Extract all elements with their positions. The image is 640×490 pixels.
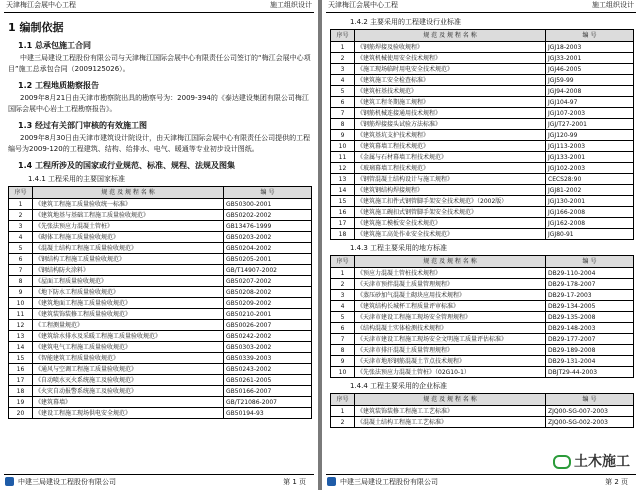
standard-code: DB29-178-2007: [546, 279, 634, 290]
industry-standards-table: [330, 29, 634, 240]
page-header: [4, 0, 314, 13]
standard-name: 《建筑电气工程施工质量验收规范》: [33, 342, 224, 353]
standard-name: 《建筑基坑支护技术规程》: [355, 130, 546, 141]
standard-code: GB50261-2005: [224, 375, 312, 386]
standard-name: 《钢筋焊接接头试验方法标准》: [355, 119, 546, 130]
table-row: [9, 298, 312, 309]
standard-name: 《建筑施工高处作业安全技术规范》: [355, 229, 546, 240]
table-row: [9, 243, 312, 254]
row-number: 3: [9, 221, 33, 232]
table-row: [9, 353, 312, 364]
standard-code: GB13476-1999: [224, 221, 312, 232]
company-logo-icon: [5, 477, 14, 486]
standard-name: 《火灾自动报警系统施工及验收规范》: [33, 386, 224, 397]
row-number: 8: [331, 345, 355, 356]
col-header-name: 规 范 及 规 程 名 称: [355, 394, 546, 406]
standard-code: GB50243-2002: [224, 364, 312, 375]
standard-name: 《建筑结构长城杯工程质量评审标准》: [355, 301, 546, 312]
table-row: [331, 229, 634, 240]
standard-name: 《天津市地形钢筋混凝土节点技术规程》: [355, 356, 546, 367]
table-row: [9, 287, 312, 298]
col-header-name: 规 范 及 规 程 名 称: [355, 30, 546, 42]
row-number: 10: [9, 298, 33, 309]
standard-name: 《建筑地面工程施工质量验收规范》: [33, 298, 224, 309]
standard-name: 《建设工程施工现场供电安全规范》: [33, 408, 224, 419]
standard-name: 《建筑工程冬期施工规程》: [355, 97, 546, 108]
section-drawings-title: 1.3 经过有关部门审核的有效施工图: [18, 121, 147, 130]
table-row: [9, 254, 312, 265]
col-header-code: 编 号: [224, 187, 312, 199]
standard-code: GB50210-2001: [224, 309, 312, 320]
standard-code: ZJQ00-SG-002-2003: [546, 417, 634, 428]
standard-name: 《天津市建设工程施工现场安全文明施工质量评估标准》: [355, 334, 546, 345]
table-row: [331, 312, 634, 323]
table-caption: 1.4.3 工程主要采用的地方标准: [350, 244, 448, 252]
row-number: 14: [9, 342, 33, 353]
standard-code: GB50026-2007: [224, 320, 312, 331]
row-number: 1: [9, 199, 33, 210]
section-survey-text: 2009年8月21日由天津市勘察院出具的勘察号为：2009-394的《泰达建设集团有限公司梅江国际会展中心岩土工程勘察报告》。: [8, 94, 309, 113]
col-header-no: 序号: [331, 256, 355, 268]
standard-code: JGJ46-2005: [546, 64, 634, 75]
table-row: [9, 309, 312, 320]
standard-code: DB29-110-2004: [546, 268, 634, 279]
section-contract-title: 1.1 总承包施工合同: [18, 41, 91, 50]
table-row: [9, 331, 312, 342]
company-logo-icon: [327, 477, 336, 486]
standard-name: 《砌体工程施工质量验收规范》: [33, 232, 224, 243]
row-number: 4: [9, 232, 33, 243]
row-number: 2: [331, 53, 355, 64]
row-number: 12: [331, 163, 355, 174]
standard-code: GB50208-2002: [224, 287, 312, 298]
standard-code: JGJ94-2008: [546, 86, 634, 97]
section-survey-title: 1.2 工程地质勘察报告: [18, 81, 99, 90]
table-row: [331, 279, 634, 290]
watermark: [549, 450, 634, 472]
row-number: 11: [331, 152, 355, 163]
row-number: 6: [9, 254, 33, 265]
table-row: [9, 276, 312, 287]
standard-code: JGJ81-2002: [546, 185, 634, 196]
table-row: [331, 345, 634, 356]
standard-code: CECS28:90: [546, 174, 634, 185]
standard-name: 《建筑装饰装修工程质量验收规范》: [33, 309, 224, 320]
section-drawings-text: 2009年8月30日由天津市建筑设计院设计，由天津梅江国际会展中心有限责任公司提供的工程编号为2009-120的工程建筑、结构、给排水、电气、暖通等专业初步设计图纸。: [8, 134, 311, 153]
table-row: [331, 152, 634, 163]
standard-name: 《建筑给水排水及采暖工程施工质量验收规范》: [33, 331, 224, 342]
table-row: [331, 334, 634, 345]
standard-name: 《建筑装饰装修工程施工工艺标准》: [355, 406, 546, 417]
standard-name: 《钢结构防火涂料》: [33, 265, 224, 276]
row-number: 20: [9, 408, 33, 419]
row-number: 13: [331, 174, 355, 185]
table-row: [331, 141, 634, 152]
standard-name: 《建筑施工碗扣式钢管脚手架安全技术规范》: [355, 207, 546, 218]
standard-code: JGJ104-97: [546, 97, 634, 108]
standard-code: JGJ162-2008: [546, 218, 634, 229]
row-number: 8: [9, 276, 33, 287]
row-number: 7: [331, 334, 355, 345]
table-header-row: [331, 394, 634, 406]
standard-name: 《建筑工程施工质量验收统一标准》: [33, 199, 224, 210]
row-number: 4: [331, 75, 355, 86]
row-number: 11: [9, 309, 33, 320]
row-number: 2: [9, 210, 33, 221]
standard-code: GB50303-2002: [224, 342, 312, 353]
standard-code: JGJ102-2003: [546, 163, 634, 174]
table-row: [331, 406, 634, 417]
row-number: 5: [9, 243, 33, 254]
row-number: 17: [331, 218, 355, 229]
standard-code: JGJ33-2001: [546, 53, 634, 64]
table-header-row: [331, 256, 634, 268]
table-row: [9, 397, 312, 408]
local-standards-table: [330, 255, 634, 378]
standard-name: 《钢筋焊接及验收规程》: [355, 42, 546, 53]
standard-name: 《通风与空调工程施工质量验收规范》: [33, 364, 224, 375]
standard-code: DB29-135-2008: [546, 312, 634, 323]
table-row: [9, 386, 312, 397]
standard-name: 《玻璃幕墙工程技术规范》: [355, 163, 546, 174]
row-number: 7: [331, 108, 355, 119]
table-row: [331, 417, 634, 428]
standard-name: 《自动喷水灭火系统施工及验收规范》: [33, 375, 224, 386]
standard-code: GB50194-93: [224, 408, 312, 419]
standard-code: JGJ107-2003: [546, 108, 634, 119]
standard-code: GB/T21086-2007: [224, 397, 312, 408]
row-number: 5: [331, 312, 355, 323]
table-caption: 1.4.1 工程采用的主要国家标准: [28, 175, 126, 183]
standard-code: JGJ166-2008: [546, 207, 634, 218]
table-row: [331, 75, 634, 86]
table-row: [331, 290, 634, 301]
row-number: 10: [331, 367, 355, 378]
standard-code: GB50300-2001: [224, 199, 312, 210]
standard-name: 《金属与石材幕墙工程技术规范》: [355, 152, 546, 163]
enterprise-standards-table: [330, 393, 634, 428]
table-row: [331, 119, 634, 130]
standard-code: DB29-148-2003: [546, 323, 634, 334]
table-header-row: [331, 30, 634, 42]
col-header-name: 规 范 及 规 程 名 称: [355, 256, 546, 268]
row-number: 5: [331, 86, 355, 97]
standard-name: 《蒸压砂加气混凝土砌块应用技术规程》: [355, 290, 546, 301]
standard-code: GB/T14907-2002: [224, 265, 312, 276]
table-row: [331, 185, 634, 196]
row-number: 10: [331, 141, 355, 152]
col-header-code: 编 号: [546, 394, 634, 406]
standard-name: 《天津市预拌混凝土质量管理规程》: [355, 279, 546, 290]
document-page-right: [322, 0, 640, 490]
table-row: [331, 174, 634, 185]
header-project-name: 天津梅江会展中心工程: [6, 1, 76, 9]
footer-page-number: 第 2 页: [605, 478, 628, 486]
standard-name: 《天津市建设工程施工现场安全管理规程》: [355, 312, 546, 323]
document-page-left: [0, 0, 318, 490]
table-row: [331, 86, 634, 97]
table-row: [9, 320, 312, 331]
row-number: 13: [9, 331, 33, 342]
row-number: 9: [331, 130, 355, 141]
header-doc-type: 施工组织设计: [270, 1, 312, 9]
header-project-name: 天津梅江会展中心工程: [328, 1, 398, 9]
standard-code: JGJ120-99: [546, 130, 634, 141]
standard-code: DB29-189-2008: [546, 345, 634, 356]
standard-name: 《建筑地基与基础工程施工质量验收规范》: [33, 210, 224, 221]
standard-code: ZJQ00-SG-007-2003: [546, 406, 634, 417]
table-row: [331, 163, 634, 174]
standard-code: JGJ130-2001: [546, 196, 634, 207]
standard-code: GB50166-2007: [224, 386, 312, 397]
page-body: [8, 14, 312, 419]
standard-name: 《混凝土结构工程施工质量验收规范》: [33, 243, 224, 254]
footer-page-number: 第 1 页: [283, 478, 306, 486]
standard-name: 《建筑幕墙工程技术规范》: [355, 141, 546, 152]
row-number: 6: [331, 323, 355, 334]
row-number: 14: [331, 185, 355, 196]
standard-code: GB50209-2002: [224, 298, 312, 309]
standard-name: 《施工现场临时用电安全技术规范》: [355, 64, 546, 75]
standard-code: GB50203-2002: [224, 232, 312, 243]
standard-name: 《地下防水工程质量验收规范》: [33, 287, 224, 298]
row-number: 3: [331, 290, 355, 301]
standard-code: DB29-134-2005: [546, 301, 634, 312]
standard-code: JGJ59-99: [546, 75, 634, 86]
row-number: 1: [331, 42, 355, 53]
section-standards-title: 1.4 工程所涉及的国家或行业规范、标准、规程、法规及图集: [18, 161, 235, 170]
row-number: 4: [331, 301, 355, 312]
standard-name: 《工程测量规范》: [33, 320, 224, 331]
row-number: 9: [331, 356, 355, 367]
standard-code: GB50204-2002: [224, 243, 312, 254]
row-number: 6: [331, 97, 355, 108]
table-row: [331, 97, 634, 108]
standard-code: JGJ80-91: [546, 229, 634, 240]
table-caption: 1.4.2 主要采用的工程建设行业标准: [350, 18, 462, 26]
wechat-icon: [553, 455, 571, 469]
section-contract-text: 中建三局建设工程股份有限公司与天津梅江国际会展中心有限责任公司签订的“梅江会展中心项目”施工总承包合同（2009125026）。: [8, 54, 311, 73]
row-number: 8: [331, 119, 355, 130]
row-number: 16: [9, 364, 33, 375]
table-row: [331, 207, 634, 218]
row-number: 16: [331, 207, 355, 218]
table-row: [331, 130, 634, 141]
standard-name: 《钢筋机械连接通用技术规程》: [355, 108, 546, 119]
table-row: [9, 232, 312, 243]
standard-name: 《建筑机械使用安全技术规程》: [355, 53, 546, 64]
table-row: [9, 408, 312, 419]
col-header-code: 编 号: [546, 256, 634, 268]
page-body: [330, 14, 634, 428]
standard-name: 《天津市排汗混凝土质量管理规程》: [355, 345, 546, 356]
standard-code: DB29-17-2003: [546, 290, 634, 301]
standard-name: 《建筑幕墙》: [33, 397, 224, 408]
table-row: [331, 323, 634, 334]
standard-name: 《屋面工程质量验收规范》: [33, 276, 224, 287]
table-row: [9, 199, 312, 210]
page-footer: [326, 474, 636, 489]
row-number: 17: [9, 375, 33, 386]
col-header-code: 编 号: [546, 30, 634, 42]
table-row: [331, 108, 634, 119]
row-number: 7: [9, 265, 33, 276]
chapter-title: 1 编制依据: [8, 21, 64, 34]
table-row: [331, 268, 634, 279]
row-number: 18: [9, 386, 33, 397]
standard-code: JGJ133-2001: [546, 152, 634, 163]
col-header-no: 序号: [331, 30, 355, 42]
standard-code: GB50205-2001: [224, 254, 312, 265]
standard-name: 《建筑施工扣件式钢管脚手架安全技术规范》（2002版）: [355, 196, 546, 207]
row-number: 1: [331, 268, 355, 279]
row-number: 9: [9, 287, 33, 298]
row-number: 15: [331, 196, 355, 207]
standard-code: JGJ113-2003: [546, 141, 634, 152]
standard-name: 《建筑施工安全检查标准》: [355, 75, 546, 86]
table-row: [331, 367, 634, 378]
standard-code: DB29-131-2004: [546, 356, 634, 367]
footer-company: 中建三局建设工程股份有限公司: [18, 478, 116, 486]
row-number: 18: [331, 229, 355, 240]
footer-company: 中建三局建设工程股份有限公司: [340, 478, 438, 486]
table-row: [9, 364, 312, 375]
row-number: 2: [331, 279, 355, 290]
standard-code: GB50202-2002: [224, 210, 312, 221]
standard-code: GB50242-2002: [224, 331, 312, 342]
table-row: [9, 375, 312, 386]
page-footer: [4, 474, 314, 489]
standard-code: GB50207-2002: [224, 276, 312, 287]
table-row: [9, 342, 312, 353]
standard-name: 《混凝土结构工程施工工艺标准》: [355, 417, 546, 428]
row-number: 1: [331, 406, 355, 417]
row-number: 19: [9, 397, 33, 408]
table-row: [9, 210, 312, 221]
table-row: [331, 356, 634, 367]
standard-name: 《结构混凝土实体检测技术规程》: [355, 323, 546, 334]
table-row: [331, 301, 634, 312]
page-header: [326, 0, 636, 13]
col-header-name: 规 范 及 规 程 名 称: [33, 187, 224, 199]
table-caption: 1.4.4 工程主要采用的企业标准: [350, 382, 448, 390]
standard-name: 《先张法预应力混凝土管桩》（02G10-1）: [355, 367, 546, 378]
row-number: 3: [331, 64, 355, 75]
standard-code: DB29-177-2007: [546, 334, 634, 345]
standard-code: JGJ/T27-2001: [546, 119, 634, 130]
row-number: 2: [331, 417, 355, 428]
table-header-row: [9, 187, 312, 199]
watermark-text: 土木施工: [574, 454, 630, 470]
standard-name: 《智能建筑工程质量验收规范》: [33, 353, 224, 364]
table-row: [331, 64, 634, 75]
table-row: [9, 221, 312, 232]
national-standards-table: [8, 186, 312, 419]
standard-name: 《建筑施工模板安全技术规范》: [355, 218, 546, 229]
table-row: [331, 42, 634, 53]
table-row: [331, 218, 634, 229]
col-header-no: 序号: [9, 187, 33, 199]
standard-code: DBJT29-44-2003: [546, 367, 634, 378]
standard-code: GB50339-2003: [224, 353, 312, 364]
standard-name: 《钢结构工程施工质量验收规范》: [33, 254, 224, 265]
table-row: [331, 53, 634, 64]
row-number: 12: [9, 320, 33, 331]
standard-name: 《钢管混凝土结构设计与施工规程》: [355, 174, 546, 185]
header-doc-type: 施工组织设计: [592, 1, 634, 9]
standard-name: 《先张法预应力混凝土管桩》: [33, 221, 224, 232]
table-row: [9, 265, 312, 276]
standard-name: 《建筑桩基技术规范》: [355, 86, 546, 97]
standard-name: 《建筑钢结构焊接规程》: [355, 185, 546, 196]
table-row: [331, 196, 634, 207]
standard-code: JGJ18-2003: [546, 42, 634, 53]
standard-name: 《预应力混凝土管桩技术规程》: [355, 268, 546, 279]
col-header-no: 序号: [331, 394, 355, 406]
row-number: 15: [9, 353, 33, 364]
